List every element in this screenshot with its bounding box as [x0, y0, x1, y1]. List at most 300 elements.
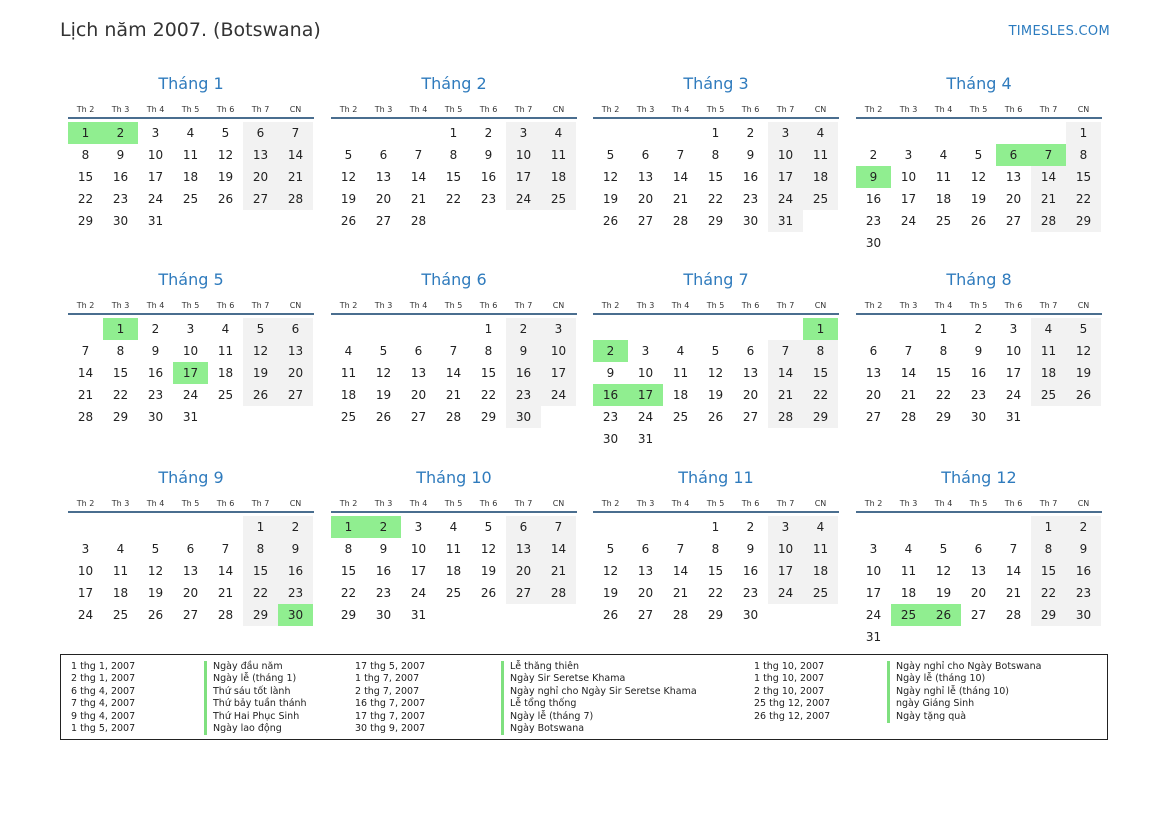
day-cell: 17	[77, 586, 94, 600]
day-cell: 5	[484, 520, 493, 534]
holiday-day-cell: 30	[278, 604, 313, 626]
day-cell: 3	[151, 126, 160, 140]
empty-cell	[733, 318, 768, 340]
weekday-label: Th 4	[934, 499, 953, 508]
day-cell: 9	[746, 148, 755, 162]
day-cell: 8	[449, 148, 458, 162]
day-cell: 12	[217, 148, 234, 162]
day-cell: 31	[410, 608, 427, 622]
weekday-header	[68, 96, 314, 119]
holiday-name: Ngày lễ (tháng 1)	[204, 673, 296, 685]
weekday-label: Th 3	[899, 301, 918, 310]
day-cell: 13	[637, 170, 654, 184]
day-cell: 5	[151, 542, 160, 556]
day-cell: 19	[1066, 362, 1101, 384]
day-cell: 17	[900, 192, 917, 206]
day-cell: 17	[768, 166, 803, 188]
day-cell: 22	[340, 586, 357, 600]
holiday-date: 2 thg 7, 2007	[355, 685, 420, 697]
empty-cell	[593, 122, 628, 144]
holiday-day-cell: 2	[103, 122, 138, 144]
day-cell: 19	[602, 192, 619, 206]
day-cell: 27	[410, 410, 427, 424]
weekday-label: Th 4	[146, 105, 165, 114]
day-cell: 3	[414, 520, 423, 534]
day-cell: 18	[935, 192, 952, 206]
holiday-day-cell: 2	[366, 516, 401, 538]
day-cell: 7	[449, 344, 458, 358]
day-cell: 17	[410, 564, 427, 578]
day-cell: 27	[637, 608, 654, 622]
day-cell: 12	[147, 564, 164, 578]
day-cell: 11	[445, 542, 462, 556]
holiday-name: Ngày lễ (tháng 7)	[501, 711, 593, 723]
day-cell: 5	[1066, 318, 1101, 340]
day-cell: 9	[606, 366, 615, 380]
day-cell: 7	[541, 516, 576, 538]
holiday-date: 1 thg 5, 2007	[71, 722, 136, 734]
day-cell: 9	[116, 148, 125, 162]
day-cell: 27	[970, 608, 987, 622]
month-block	[856, 72, 1102, 254]
day-cell: 31	[637, 432, 654, 446]
day-cell: 26	[602, 214, 619, 228]
day-cell: 29	[1066, 210, 1101, 232]
day-cell: 7	[278, 122, 313, 144]
day-cell: 29	[340, 608, 357, 622]
day-cell: 27	[1005, 214, 1022, 228]
weekday-label: Th 4	[409, 499, 428, 508]
day-cell: 4	[1031, 318, 1066, 340]
weekday-label: Th 7	[1039, 105, 1058, 114]
day-cell: 4	[541, 122, 576, 144]
day-cell: 2	[484, 126, 493, 140]
month-block	[68, 268, 314, 428]
day-cell: 25	[803, 582, 838, 604]
day-cell: 24	[865, 608, 882, 622]
day-cell: 17	[147, 170, 164, 184]
day-cell: 13	[243, 144, 278, 166]
holiday-legend	[60, 654, 1108, 740]
holiday-name: Thứ bảy tuần thánh	[204, 698, 307, 710]
day-cell: 4	[186, 126, 195, 140]
month-block	[68, 466, 314, 626]
weekday-label: CN	[814, 105, 827, 114]
day-cell: 21	[410, 192, 427, 206]
day-cell: 31	[147, 214, 164, 228]
day-cell: 13	[637, 564, 654, 578]
day-cell: 30	[970, 410, 987, 424]
empty-cell	[331, 318, 366, 340]
month-title: Tháng 6	[421, 270, 487, 289]
day-cell: 24	[147, 192, 164, 206]
month-block	[593, 466, 839, 626]
day-cell: 1	[711, 520, 720, 534]
day-cell: 22	[77, 192, 94, 206]
weekday-label: CN	[289, 105, 302, 114]
day-cell: 22	[480, 388, 497, 402]
weekday-header	[68, 292, 314, 315]
day-cell: 23	[1066, 582, 1101, 604]
weekday-label: Th 4	[934, 301, 953, 310]
day-cell: 3	[506, 122, 541, 144]
holiday-day-cell: 1	[103, 318, 138, 340]
day-cell: 31	[1005, 410, 1022, 424]
empty-cell	[961, 516, 996, 538]
day-cell: 18	[112, 586, 129, 600]
day-cell: 19	[602, 586, 619, 600]
day-cell: 31	[865, 630, 882, 644]
day-cell: 26	[340, 214, 357, 228]
day-cell: 5	[606, 148, 615, 162]
day-cell: 25	[672, 410, 689, 424]
day-grid	[68, 516, 314, 626]
day-cell: 10	[506, 144, 541, 166]
day-cell: 27	[278, 384, 313, 406]
day-cell: 25	[182, 192, 199, 206]
day-cell: 28	[672, 214, 689, 228]
day-cell: 20	[637, 192, 654, 206]
weekday-label: Th 5	[444, 301, 463, 310]
day-cell: 23	[742, 192, 759, 206]
day-cell: 24	[77, 608, 94, 622]
day-cell: 30	[1066, 604, 1101, 626]
day-cell: 9	[278, 538, 313, 560]
weekday-label: Th 2	[76, 301, 95, 310]
day-cell: 12	[340, 170, 357, 184]
weekday-label: Th 6	[1004, 499, 1023, 508]
day-cell: 17	[506, 166, 541, 188]
holiday-name: ngày Giáng Sinh	[887, 698, 974, 710]
weekday-label: Th 7	[776, 499, 795, 508]
day-cell: 5	[379, 344, 388, 358]
day-cell: 23	[375, 586, 392, 600]
empty-cell	[698, 318, 733, 340]
day-cell: 10	[900, 170, 917, 184]
weekday-label: Th 6	[216, 499, 235, 508]
day-cell: 29	[480, 410, 497, 424]
holiday-date: 1 thg 10, 2007	[754, 661, 825, 672]
day-cell: 12	[935, 564, 952, 578]
day-cell: 18	[445, 564, 462, 578]
empty-cell	[891, 122, 926, 144]
day-cell: 2	[506, 318, 541, 340]
day-cell: 18	[217, 366, 234, 380]
empty-cell	[768, 318, 803, 340]
day-cell: 27	[742, 410, 759, 424]
day-cell: 6	[641, 148, 650, 162]
weekday-label: Th 5	[969, 499, 988, 508]
day-cell: 26	[602, 608, 619, 622]
day-cell: 23	[970, 388, 987, 402]
weekday-label: Th 2	[601, 105, 620, 114]
weekday-label: Th 5	[444, 105, 463, 114]
day-cell: 10	[410, 542, 427, 556]
day-cell: 28	[217, 608, 234, 622]
weekday-header	[331, 292, 577, 315]
day-cell: 16	[480, 170, 497, 184]
day-cell: 27	[865, 410, 882, 424]
holiday-name: Ngày đầu năm	[204, 661, 283, 673]
weekday-label: Th 4	[409, 301, 428, 310]
day-cell: 22	[112, 388, 129, 402]
weekday-label: Th 7	[251, 301, 270, 310]
day-cell: 5	[711, 344, 720, 358]
weekday-label: Th 2	[76, 105, 95, 114]
day-cell: 25	[340, 410, 357, 424]
day-cell: 1	[484, 322, 493, 336]
day-grid	[856, 318, 1102, 428]
weekday-label: Th 6	[741, 105, 760, 114]
brand-link[interactable]: TIMESLES.COM	[1008, 24, 1110, 39]
day-cell: 12	[970, 170, 987, 184]
day-cell: 24	[506, 188, 541, 210]
day-cell: 7	[676, 148, 685, 162]
day-cell: 17	[865, 586, 882, 600]
day-cell: 14	[1005, 564, 1022, 578]
weekday-label: Th 3	[636, 301, 655, 310]
day-cell: 11	[340, 366, 357, 380]
weekday-header	[593, 96, 839, 119]
day-cell: 10	[637, 366, 654, 380]
weekday-label: Th 4	[671, 499, 690, 508]
day-cell: 21	[900, 388, 917, 402]
empty-cell	[856, 122, 891, 144]
weekday-label: CN	[552, 105, 565, 114]
month-block	[856, 466, 1102, 648]
weekday-label: Th 7	[251, 105, 270, 114]
day-cell: 15	[243, 560, 278, 582]
day-cell: 7	[414, 148, 423, 162]
weekday-label: Th 4	[146, 499, 165, 508]
weekday-header	[856, 292, 1102, 315]
day-cell: 11	[672, 366, 689, 380]
day-cell: 25	[935, 214, 952, 228]
day-cell: 28	[278, 188, 313, 210]
day-cell: 23	[147, 388, 164, 402]
empty-cell	[891, 318, 926, 340]
weekday-label: Th 4	[671, 301, 690, 310]
day-cell: 23	[506, 384, 541, 406]
day-cell: 14	[278, 144, 313, 166]
month-title: Tháng 5	[158, 270, 224, 289]
day-cell: 26	[147, 608, 164, 622]
day-cell: 13	[182, 564, 199, 578]
day-cell: 16	[865, 192, 882, 206]
month-title: Tháng 11	[678, 468, 754, 487]
holiday-name: Thứ Hai Phục Sinh	[204, 711, 299, 723]
empty-cell	[856, 516, 891, 538]
month-block	[593, 72, 839, 232]
day-cell: 16	[278, 560, 313, 582]
day-cell: 6	[243, 122, 278, 144]
day-cell: 13	[278, 340, 313, 362]
day-cell: 19	[935, 586, 952, 600]
day-cell: 21	[217, 586, 234, 600]
day-cell: 14	[217, 564, 234, 578]
weekday-label: Th 7	[776, 301, 795, 310]
weekday-label: Th 6	[1004, 301, 1023, 310]
holiday-date: 1 thg 10, 2007	[754, 673, 825, 685]
day-cell: 8	[711, 148, 720, 162]
weekday-label: Th 3	[636, 105, 655, 114]
weekday-label: CN	[1077, 301, 1090, 310]
day-cell: 4	[449, 520, 458, 534]
day-cell: 25	[217, 388, 234, 402]
day-cell: 7	[768, 340, 803, 362]
holiday-date: 1 thg 1, 2007	[71, 661, 136, 672]
day-cell: 12	[602, 564, 619, 578]
day-cell: 8	[484, 344, 493, 358]
day-cell: 5	[606, 542, 615, 556]
month-title: Tháng 7	[683, 270, 749, 289]
day-cell: 20	[742, 388, 759, 402]
day-cell: 14	[445, 366, 462, 380]
day-cell: 18	[672, 388, 689, 402]
day-cell: 24	[541, 384, 576, 406]
day-cell: 20	[243, 166, 278, 188]
day-cell: 6	[506, 516, 541, 538]
day-cell: 3	[1009, 322, 1018, 336]
weekday-label: Th 5	[706, 301, 725, 310]
month-block	[593, 268, 839, 450]
day-cell: 18	[182, 170, 199, 184]
day-cell: 9	[151, 344, 160, 358]
day-cell: 8	[1066, 144, 1101, 166]
day-cell: 23	[480, 192, 497, 206]
day-grid	[593, 318, 839, 450]
day-cell: 27	[243, 188, 278, 210]
day-grid	[593, 122, 839, 232]
weekday-label: Th 7	[514, 499, 533, 508]
day-cell: 12	[375, 366, 392, 380]
day-cell: 21	[541, 560, 576, 582]
month-block	[856, 268, 1102, 428]
empty-cell	[891, 516, 926, 538]
day-cell: 1	[711, 126, 720, 140]
day-cell: 3	[186, 322, 195, 336]
holiday-day-cell: 26	[926, 604, 961, 626]
weekday-label: Th 3	[636, 499, 655, 508]
day-cell: 16	[742, 564, 759, 578]
weekday-label: Th 2	[339, 301, 358, 310]
day-cell: 8	[939, 344, 948, 358]
weekday-label: Th 3	[899, 105, 918, 114]
empty-cell	[663, 122, 698, 144]
holiday-day-cell: 25	[891, 604, 926, 626]
day-cell: 24	[182, 388, 199, 402]
holiday-date: 7 thg 4, 2007	[71, 698, 136, 710]
month-title: Tháng 12	[941, 468, 1017, 487]
day-cell: 29	[243, 604, 278, 626]
day-cell: 16	[742, 170, 759, 184]
weekday-label: CN	[289, 499, 302, 508]
day-cell: 7	[81, 344, 90, 358]
day-cell: 13	[1005, 170, 1022, 184]
day-cell: 2	[974, 322, 983, 336]
day-cell: 28	[900, 410, 917, 424]
day-cell: 24	[1005, 388, 1022, 402]
day-cell: 28	[672, 608, 689, 622]
empty-cell	[173, 516, 208, 538]
day-grid	[331, 318, 577, 428]
holiday-day-cell: 1	[331, 516, 366, 538]
weekday-label: CN	[1077, 499, 1090, 508]
month-title: Tháng 9	[158, 468, 224, 487]
day-cell: 11	[803, 538, 838, 560]
day-cell: 6	[641, 542, 650, 556]
empty-cell	[68, 318, 103, 340]
holiday-day-cell: 16	[593, 384, 628, 406]
day-cell: 14	[1031, 166, 1066, 188]
day-cell: 26	[243, 384, 278, 406]
day-cell: 14	[900, 366, 917, 380]
day-cell: 18	[340, 388, 357, 402]
day-cell: 10	[541, 340, 576, 362]
day-cell: 30	[375, 608, 392, 622]
day-cell: 18	[900, 586, 917, 600]
day-cell: 14	[672, 170, 689, 184]
day-cell: 28	[541, 582, 576, 604]
day-cell: 14	[541, 538, 576, 560]
day-cell: 4	[221, 322, 230, 336]
day-cell: 1	[449, 126, 458, 140]
holiday-name: Ngày Sir Seretse Khama	[501, 673, 625, 685]
empty-cell	[401, 318, 436, 340]
holiday-date: 1 thg 7, 2007	[355, 673, 420, 685]
holiday-date: 2 thg 1, 2007	[71, 673, 136, 685]
day-cell: 3	[541, 318, 576, 340]
day-cell: 4	[116, 542, 125, 556]
day-cell: 28	[1005, 608, 1022, 622]
day-grid	[68, 318, 314, 428]
day-cell: 5	[243, 318, 278, 340]
day-cell: 26	[970, 214, 987, 228]
empty-cell	[663, 318, 698, 340]
holiday-date: 30 thg 9, 2007	[355, 722, 426, 734]
day-cell: 29	[77, 214, 94, 228]
weekday-label: Th 5	[181, 499, 200, 508]
day-cell: 1	[1031, 516, 1066, 538]
day-cell: 23	[742, 586, 759, 600]
weekday-label: Th 5	[706, 499, 725, 508]
day-cell: 18	[803, 560, 838, 582]
day-cell: 25	[541, 188, 576, 210]
day-cell: 12	[480, 542, 497, 556]
day-cell: 13	[742, 366, 759, 380]
weekday-label: Th 6	[741, 301, 760, 310]
weekday-label: Th 2	[864, 105, 883, 114]
day-cell: 22	[1031, 582, 1066, 604]
day-cell: 13	[375, 170, 392, 184]
day-cell: 22	[803, 384, 838, 406]
day-cell: 30	[602, 432, 619, 446]
weekday-label: Th 6	[1004, 105, 1023, 114]
day-cell: 15	[480, 366, 497, 380]
day-cell: 4	[803, 122, 838, 144]
day-cell: 5	[344, 148, 353, 162]
day-cell: 16	[375, 564, 392, 578]
holiday-day-cell: 9	[856, 166, 891, 188]
day-cell: 6	[746, 344, 755, 358]
holiday-day-cell: 17	[628, 384, 663, 406]
day-cell: 11	[112, 564, 129, 578]
weekday-label: Th 6	[741, 499, 760, 508]
day-cell: 19	[707, 388, 724, 402]
empty-cell	[401, 122, 436, 144]
day-cell: 1	[243, 516, 278, 538]
empty-cell	[331, 122, 366, 144]
